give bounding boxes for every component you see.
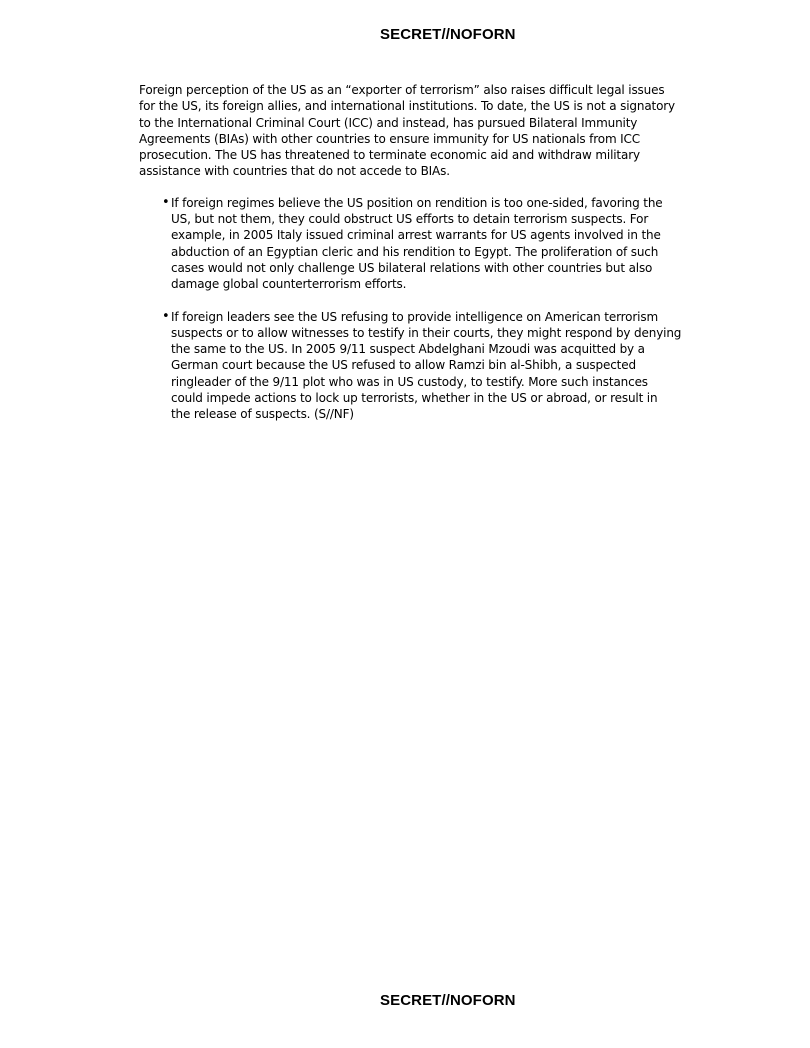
paragraph-line: assistance with countries that do not accede to BIAs. [139,164,450,179]
bullet-line: the release of suspects. (S//NF) [171,407,354,422]
bullet-line: cases would not only challenge US bilateral relations with other countries but also [171,260,653,275]
bullet-line: abduction of an Egyptian cleric and his rendition to Egypt. The proliferation of such [171,244,659,259]
paragraph-line: to the International Criminal Court (ICC) and instead, has pursued Bilateral Immunity [139,115,638,130]
paragraph-line: for the US, its foreign allies, and international institutions. To date, the US is not a signatory [139,99,675,114]
bullet-item-foreign-leaders [139,309,699,423]
paragraph-line: prosecution. The US has threatened to terminate economic aid and withdraw military [139,148,640,163]
bullet-line: If foreign leaders see the US refusing to provide intelligence on American terrorism [171,309,658,324]
bullet-line: could impede actions to lock up terrorists, whether in the US or abroad, or result in [171,391,658,406]
bullet-item-foreign-regimes [139,195,699,293]
bullet-line: If foreign regimes believe the US position on rendition is too one-sided, favoring the [171,195,663,210]
paragraph-line: Foreign perception of the US as an “exporter of terrorism” also raises difficult legal issues [139,83,665,97]
paragraph-line: Agreements (BIAs) with other countries to ensure immunity for US nationals from ICC [139,131,641,146]
document-body [139,82,699,423]
intro-paragraph [139,82,699,180]
bullet-line: suspects or to allow witnesses to testify in their courts, they might respond by denying [171,325,682,340]
bullet-line: German court because the US refused to allow Ramzi bin al-Shibh, a suspected [171,358,636,373]
bullet-line: ringleader of the 9/11 plot who was in US custody, to testify. More such instances [171,374,648,389]
bullet-list [139,195,699,423]
bullet-line: damage global counterterrorism efforts. [171,277,407,292]
bullet-line: example, in 2005 Italy issued criminal arrest warrants for US agents involved in the [171,228,661,243]
footer-classification-marking: SECRET//NOFORN [380,992,516,1009]
bullet-line: the same to the US. In 2005 9/11 suspect Abdelghani Mzoudi was acquitted by a [171,342,645,357]
bullet-icon: • [162,194,170,210]
bullet-line: US, but not them, they could obstruct US efforts to detain terrorism suspects. For [171,212,649,227]
header-classification-marking: SECRET//NOFORN [380,26,516,43]
bullet-icon: • [162,308,170,324]
